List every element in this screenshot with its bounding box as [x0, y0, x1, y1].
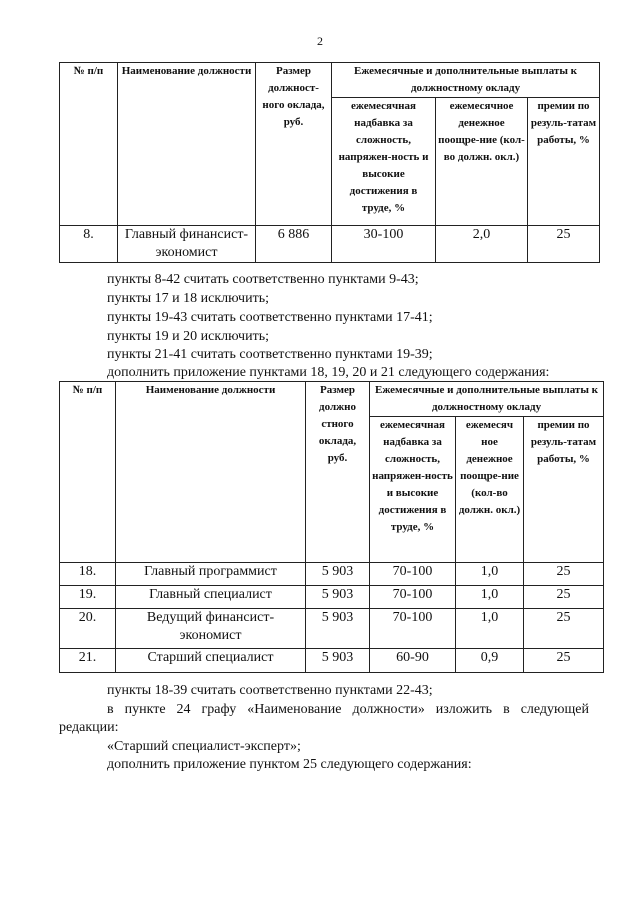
table-header-row: [60, 382, 604, 417]
cell-bonus: 0,9: [456, 649, 524, 673]
cell-num: 19.: [60, 586, 116, 609]
cell-premium: 25: [524, 649, 604, 673]
cell-num: 8.: [60, 226, 118, 263]
cell-name: Главный специалист: [116, 586, 306, 609]
cell-allowance: 30-100: [332, 226, 436, 263]
cell-premium: 25: [524, 563, 604, 586]
cell-salary: 5 903: [306, 563, 370, 586]
paragraph: пункты 19-43 считать соответственно пунктами 17-41;: [107, 310, 433, 325]
cell-salary: 5 903: [306, 586, 370, 609]
paragraph: дополнить приложение пунктами 18, 19, 20 и 21 следующего содержания:: [107, 365, 550, 380]
cell-name: Главный финансист-экономист: [118, 226, 256, 263]
cell-allowance: 70-100: [370, 586, 456, 609]
cell-bonus: 1,0: [456, 563, 524, 586]
cell-salary: 5 903: [306, 649, 370, 673]
paragraph: пункты 8-42 считать соответственно пунктами 9-43;: [107, 272, 419, 287]
positions-table-1: [59, 62, 600, 263]
header-bonus: ежемесячное денежное поощре-ние (кол-во должн. окл.): [436, 98, 528, 226]
table-row: [60, 563, 604, 586]
cell-premium: 25: [524, 609, 604, 649]
cell-allowance: 60-90: [370, 649, 456, 673]
header-salary: Размер должност-ного оклада, руб.: [256, 63, 332, 226]
header-premium: премии по резуль-татам работы, %: [524, 417, 604, 563]
paragraph: «Старший специалист-эксперт»;: [107, 739, 301, 754]
cell-name: Ведущий финансист-экономист: [116, 609, 306, 649]
cell-allowance: 70-100: [370, 563, 456, 586]
cell-name: Старший специалист: [116, 649, 306, 673]
paragraph: пункты 17 и 18 исключить;: [107, 291, 269, 306]
paragraph: дополнить приложение пунктом 25 следующего содержания:: [107, 757, 472, 772]
cell-num: 18.: [60, 563, 116, 586]
cell-allowance: 70-100: [370, 609, 456, 649]
cell-num: 20.: [60, 609, 116, 649]
cell-bonus: 1,0: [456, 586, 524, 609]
header-premium: премии по резуль-татам работы, %: [528, 98, 600, 226]
paragraph: пункты 19 и 20 исключить;: [107, 329, 269, 344]
paragraph: пункты 21-41 считать соответственно пунктами 19-39;: [107, 347, 433, 362]
table-row: [60, 649, 604, 673]
cell-num: 21.: [60, 649, 116, 673]
header-allowance: ежемесячная надбавка за сложность, напряжен-ность и высокие достижения в труде, %: [332, 98, 436, 226]
positions-table-2: [59, 381, 604, 673]
header-bonus: ежемесяч ное денежное поощре-ние (кол-во должн. окл.): [456, 417, 524, 563]
table-row: [60, 609, 604, 649]
header-num: № п/п: [60, 63, 118, 226]
header-allowance: ежемесячная надбавка за сложность, напряжен-ность и высокие достижения в труде, %: [370, 417, 456, 563]
page-number: 2: [317, 34, 323, 48]
cell-bonus: 2,0: [436, 226, 528, 263]
table-row: [60, 226, 600, 263]
table-header-row: [60, 63, 600, 98]
header-salary: Размер должно стного оклада, руб.: [306, 382, 370, 563]
header-name: Наименование должности: [118, 63, 256, 226]
cell-bonus: 1,0: [456, 609, 524, 649]
header-payments: Ежемесячные и дополнительные выплаты к должностному окладу: [370, 382, 604, 417]
cell-salary: 5 903: [306, 609, 370, 649]
header-num: № п/п: [60, 382, 116, 563]
cell-premium: 25: [528, 226, 600, 263]
header-payments: Ежемесячные и дополнительные выплаты к должностному окладу: [332, 63, 600, 98]
cell-name: Главный программист: [116, 563, 306, 586]
cell-premium: 25: [524, 586, 604, 609]
paragraph-line: редакции:: [59, 720, 119, 735]
paragraph-line: в пункте 24 графу «Наименование должности» изложить в следующей: [107, 702, 589, 717]
cell-salary: 6 886: [256, 226, 332, 263]
table-row: [60, 586, 604, 609]
header-name: Наименование должности: [116, 382, 306, 563]
paragraph: пункты 18-39 считать соответственно пунктами 22-43;: [107, 683, 433, 698]
